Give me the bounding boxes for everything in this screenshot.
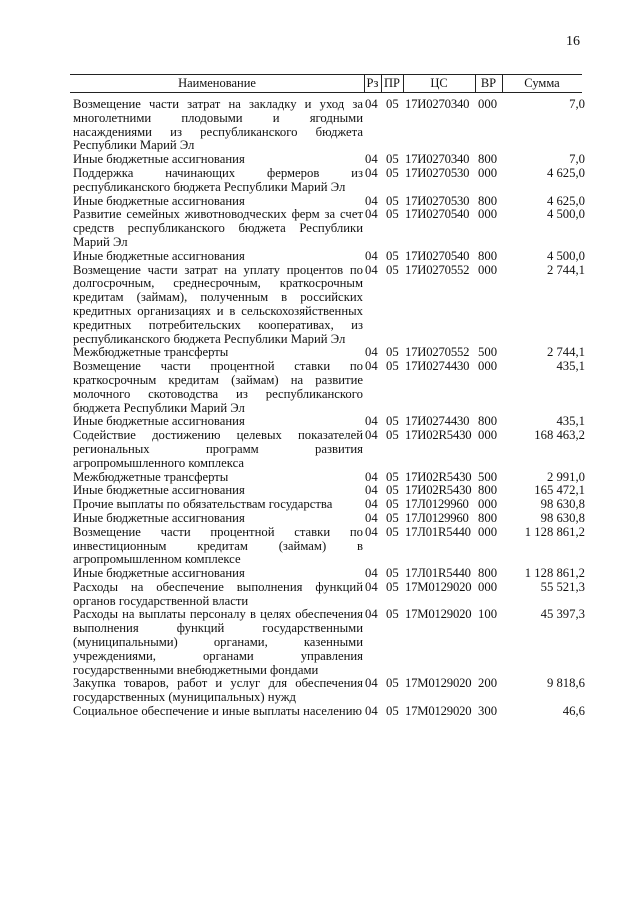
table-header-bottom-rule <box>70 92 582 93</box>
row-sum: 165 472,1 <box>534 483 585 498</box>
row-rz: 04 <box>365 193 378 208</box>
table-header <box>70 75 582 92</box>
row-rz: 04 <box>365 483 378 498</box>
row-rz: 04 <box>365 428 378 443</box>
row-cs: 17И0270540 <box>405 248 470 263</box>
row-cs: 17Л01R5440 <box>405 566 471 581</box>
row-sum: 2 744,1 <box>546 262 585 277</box>
row-pr: 05 <box>386 483 399 498</box>
row-sum: 2 744,1 <box>546 345 585 360</box>
row-name: Поддержка начинающих фермеров из республиканского бюджета Республики Марий Эл <box>73 165 363 194</box>
row-name: Межбюджетные трансферты <box>73 345 229 360</box>
row-rz: 04 <box>365 704 378 719</box>
table-row <box>73 429 585 470</box>
row-vr: 200 <box>478 676 498 691</box>
table-row <box>73 360 585 415</box>
table-row <box>73 346 585 360</box>
row-pr: 05 <box>386 262 399 277</box>
row-name: Возмещение части затрат на уплату процентов по долгосрочным, среднесрочным, краткосрочным кредитам (займам), полученным в российских кредитных организациях и в сельскохозяйственных кредитных потребительских кооперативах, из республиканского бюджета Республики Марий Эл <box>73 262 363 346</box>
table-row <box>73 484 585 498</box>
row-cs: 17И0270340 <box>405 97 470 111</box>
table-row <box>73 581 585 609</box>
row-name: Возмещение части процентной ставки по инвестиционным кредитам (займам) в агропромышленном комплексе <box>73 524 363 567</box>
table-row <box>73 512 585 526</box>
table-row <box>73 195 585 209</box>
table-row <box>73 167 585 195</box>
row-name: Содействие достижению целевых показателей региональных программ развития агропромышленного комплекса <box>73 428 363 470</box>
row-pr: 05 <box>386 97 399 111</box>
row-pr: 05 <box>386 165 399 180</box>
row-vr: 000 <box>478 579 498 594</box>
row-vr: 000 <box>478 359 498 374</box>
row-pr: 05 <box>386 510 399 525</box>
row-pr: 05 <box>386 359 399 374</box>
row-sum: 4 500,0 <box>546 248 585 263</box>
row-name: Расходы на обеспечение выполнения функций органов государственной власти <box>73 579 363 608</box>
row-name: Иные бюджетные ассигнования <box>73 566 245 581</box>
header-cs: ЦС <box>430 76 448 90</box>
row-cs: 17И0270540 <box>405 207 470 222</box>
row-pr: 05 <box>386 566 399 581</box>
header-name: Наименование <box>178 76 256 90</box>
row-sum: 9 818,6 <box>546 676 585 691</box>
row-name: Иные бюджетные ассигнования <box>73 248 245 263</box>
row-pr: 05 <box>386 428 399 443</box>
row-rz: 04 <box>365 676 378 691</box>
row-sum: 168 463,2 <box>534 428 585 443</box>
row-vr: 000 <box>478 97 498 111</box>
row-pr: 05 <box>386 207 399 222</box>
row-sum: 435,1 <box>556 359 585 374</box>
row-vr: 000 <box>478 165 498 180</box>
row-cs: 17Л0129960 <box>405 497 469 512</box>
row-vr: 000 <box>478 262 498 277</box>
row-cs: 17И0270552 <box>405 262 470 277</box>
row-rz: 04 <box>365 469 378 484</box>
table-row <box>73 567 585 581</box>
row-pr: 05 <box>386 579 399 594</box>
row-vr: 500 <box>478 345 498 360</box>
row-vr: 800 <box>478 414 498 429</box>
row-name: Прочие выплаты по обязательствам государства <box>73 497 333 512</box>
row-vr: 000 <box>478 207 498 222</box>
row-pr: 05 <box>386 607 399 622</box>
row-cs: 17И0270530 <box>405 193 470 208</box>
table-row <box>73 526 585 567</box>
row-rz: 04 <box>365 165 378 180</box>
row-cs: 17И02R5430 <box>405 469 472 484</box>
row-rz: 04 <box>365 207 378 222</box>
row-sum: 7,0 <box>569 97 585 111</box>
row-sum: 4 625,0 <box>546 193 585 208</box>
row-cs: 17И0270340 <box>405 152 470 167</box>
row-rz: 04 <box>365 262 378 277</box>
row-name: Иные бюджетные ассигнования <box>73 152 245 167</box>
row-rz: 04 <box>365 152 378 167</box>
row-rz: 04 <box>365 97 378 111</box>
row-name: Социальное обеспечение и иные выплаты населению <box>73 704 362 719</box>
row-name: Иные бюджетные ассигнования <box>73 193 245 208</box>
row-cs: 17И0274430 <box>405 359 470 374</box>
row-rz: 04 <box>365 566 378 581</box>
row-sum: 4 625,0 <box>546 165 585 180</box>
row-name: Развитие семейных животноводческих ферм за счет средств республиканского бюджета Республики Марий Эл <box>73 207 363 249</box>
page-number: 16 <box>566 34 580 49</box>
row-sum: 4 500,0 <box>546 207 585 222</box>
row-sum: 2 991,0 <box>546 469 585 484</box>
table-row <box>73 677 585 705</box>
row-pr: 05 <box>386 676 399 691</box>
table-row <box>73 608 585 677</box>
row-cs: 17Л01R5440 <box>405 524 471 539</box>
row-rz: 04 <box>365 497 378 512</box>
row-cs: 17Л0129960 <box>405 510 469 525</box>
row-rz: 04 <box>365 579 378 594</box>
row-cs: 17М0129020 <box>405 579 472 594</box>
row-vr: 800 <box>478 193 498 208</box>
table-row <box>73 705 585 719</box>
row-pr: 05 <box>386 704 399 719</box>
row-vr: 000 <box>478 428 498 443</box>
row-name: Иные бюджетные ассигнования <box>73 510 245 525</box>
table-row <box>73 498 585 512</box>
row-sum: 98 630,8 <box>540 510 585 525</box>
row-vr: 800 <box>478 483 498 498</box>
row-cs: 17М0129020 <box>405 607 472 622</box>
row-cs: 17И0270530 <box>405 165 470 180</box>
row-vr: 300 <box>478 704 498 719</box>
header-rz: Рз <box>366 76 379 90</box>
row-rz: 04 <box>365 359 378 374</box>
row-cs: 17М0129020 <box>405 676 472 691</box>
row-pr: 05 <box>386 469 399 484</box>
row-cs: 17И0270552 <box>405 345 470 360</box>
row-vr: 500 <box>478 469 498 484</box>
row-vr: 800 <box>478 510 498 525</box>
row-sum: 1 128 861,2 <box>524 566 585 581</box>
row-cs: 17И02R5430 <box>405 483 472 498</box>
row-name: Возмещение части процентной ставки по краткосрочным кредитам (займам) на развитие молочного скотоводства из республиканского бюджета Республики Марий Эл <box>73 359 363 415</box>
row-name: Иные бюджетные ассигнования <box>73 414 245 429</box>
row-sum: 435,1 <box>556 414 585 429</box>
row-cs: 17И0274430 <box>405 414 470 429</box>
row-cs: 17И02R5430 <box>405 428 472 443</box>
row-sum: 55 521,3 <box>540 579 585 594</box>
table-row <box>73 208 585 249</box>
row-rz: 04 <box>365 345 378 360</box>
row-name: Закупка товаров, работ и услуг для обеспечения государственных (муниципальных) нужд <box>73 676 363 705</box>
table-row <box>73 471 585 485</box>
row-vr: 800 <box>478 152 498 167</box>
row-rz: 04 <box>365 510 378 525</box>
header-pr: ПР <box>384 76 400 90</box>
header-sum: Сумма <box>524 76 560 90</box>
row-rz: 04 <box>365 524 378 539</box>
row-sum: 46,6 <box>562 704 585 719</box>
table-row <box>73 153 585 167</box>
row-vr: 000 <box>478 497 498 512</box>
budget-table-body <box>73 98 585 719</box>
row-sum: 98 630,8 <box>540 497 585 512</box>
row-rz: 04 <box>365 414 378 429</box>
row-sum: 1 128 861,2 <box>524 524 585 539</box>
row-sum: 45 397,3 <box>540 607 585 622</box>
row-rz: 04 <box>365 607 378 622</box>
row-vr: 800 <box>478 566 498 581</box>
row-sum: 7,0 <box>569 152 585 167</box>
table-row <box>73 250 585 264</box>
row-pr: 05 <box>386 414 399 429</box>
row-pr: 05 <box>386 497 399 512</box>
row-pr: 05 <box>386 152 399 167</box>
row-vr: 000 <box>478 524 498 539</box>
row-name: Расходы на выплаты персоналу в целях обеспечения выполнения функций государственными (муниципальными) органами, казенными учреждениями, органами управления государственными внебюджетными фондами <box>73 607 363 677</box>
row-vr: 800 <box>478 248 498 263</box>
table-row <box>73 264 585 347</box>
row-rz: 04 <box>365 248 378 263</box>
row-pr: 05 <box>386 524 399 539</box>
table-row <box>73 98 585 153</box>
table-row <box>73 415 585 429</box>
row-pr: 05 <box>386 193 399 208</box>
row-name: Возмещение части затрат на закладку и уход за многолетними плодовыми и ягодными насаждениями из республиканского бюджета Республики Марий Эл <box>73 97 363 153</box>
row-name: Иные бюджетные ассигнования <box>73 483 245 498</box>
row-vr: 100 <box>478 607 498 622</box>
row-name: Межбюджетные трансферты <box>73 469 229 484</box>
row-pr: 05 <box>386 345 399 360</box>
header-vr: ВР <box>480 76 497 90</box>
row-pr: 05 <box>386 248 399 263</box>
row-cs: 17М0129020 <box>405 704 472 719</box>
